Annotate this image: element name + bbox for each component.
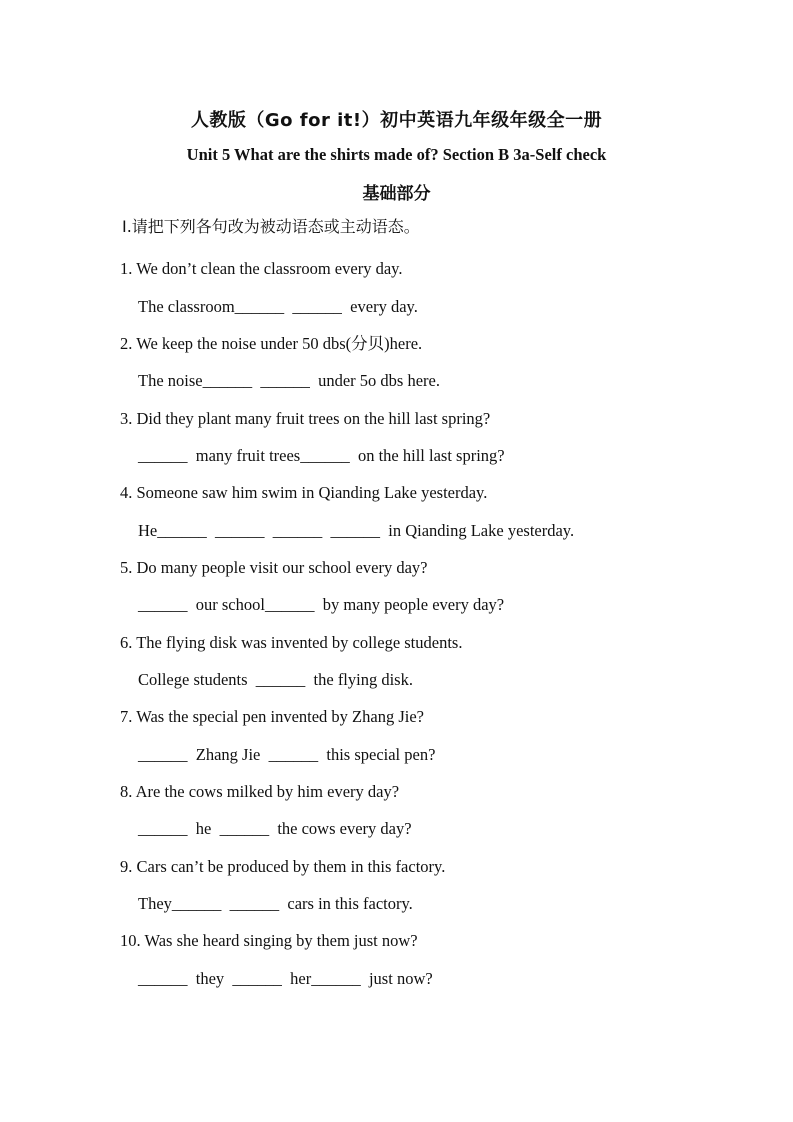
- question-7: 7. Was the special pen invented by Zhang Jie?: [120, 707, 424, 726]
- question-1: 1. We don’t clean the classroom every day.: [120, 259, 403, 278]
- answer-line-6: College students ______ the flying disk.: [138, 670, 413, 689]
- answer-line-1: The classroom______ ______ every day.: [138, 297, 418, 316]
- answer-line-8: ______ he ______ the cows every day?: [138, 819, 412, 838]
- question-2: 2. We keep the noise under 50 dbs(分贝)here.: [120, 334, 423, 353]
- answer-line-3: ______ many fruit trees______ on the hill last spring?: [138, 446, 505, 465]
- answer-line-4: He______ ______ ______ ______ in Qianding Lake yesterday.: [138, 521, 575, 540]
- answer-line-9: They______ ______ cars in this factory.: [138, 894, 413, 913]
- question-5: 5. Do many people visit our school every day?: [120, 558, 428, 577]
- section-heading: 基础部分: [362, 184, 431, 204]
- question-4: 4. Someone saw him swim in Qianding Lake yesterday.: [120, 483, 488, 502]
- answer-line-10: ______ they ______ her______ just now?: [138, 969, 433, 988]
- question-10: 10. Was she heard singing by them just now?: [120, 931, 418, 950]
- question-9: 9. Cars can’t be produced by them in this factory.: [120, 857, 446, 876]
- unit-subtitle: Unit 5 What are the shirts made of? Section B 3a-Self check: [186, 145, 607, 164]
- answer-line-5: ______ our school______ by many people every day?: [138, 595, 505, 614]
- answer-line-2: The noise______ ______ under 5o dbs here.: [138, 371, 440, 390]
- answer-line-7: ______ Zhang Jie ______ this special pen?: [138, 745, 436, 764]
- exercise-instruction: Ⅰ.请把下列各句改为被动语态或主动语态。: [122, 217, 420, 236]
- question-6: 6. The flying disk was invented by college students.: [120, 633, 463, 652]
- question-3: 3. Did they plant many fruit trees on the hill last spring?: [120, 409, 491, 428]
- question-8: 8. Are the cows milked by him every day?: [120, 782, 400, 801]
- document-title: 人教版（Go for it!）初中英语九年级年级全一册: [190, 110, 603, 131]
